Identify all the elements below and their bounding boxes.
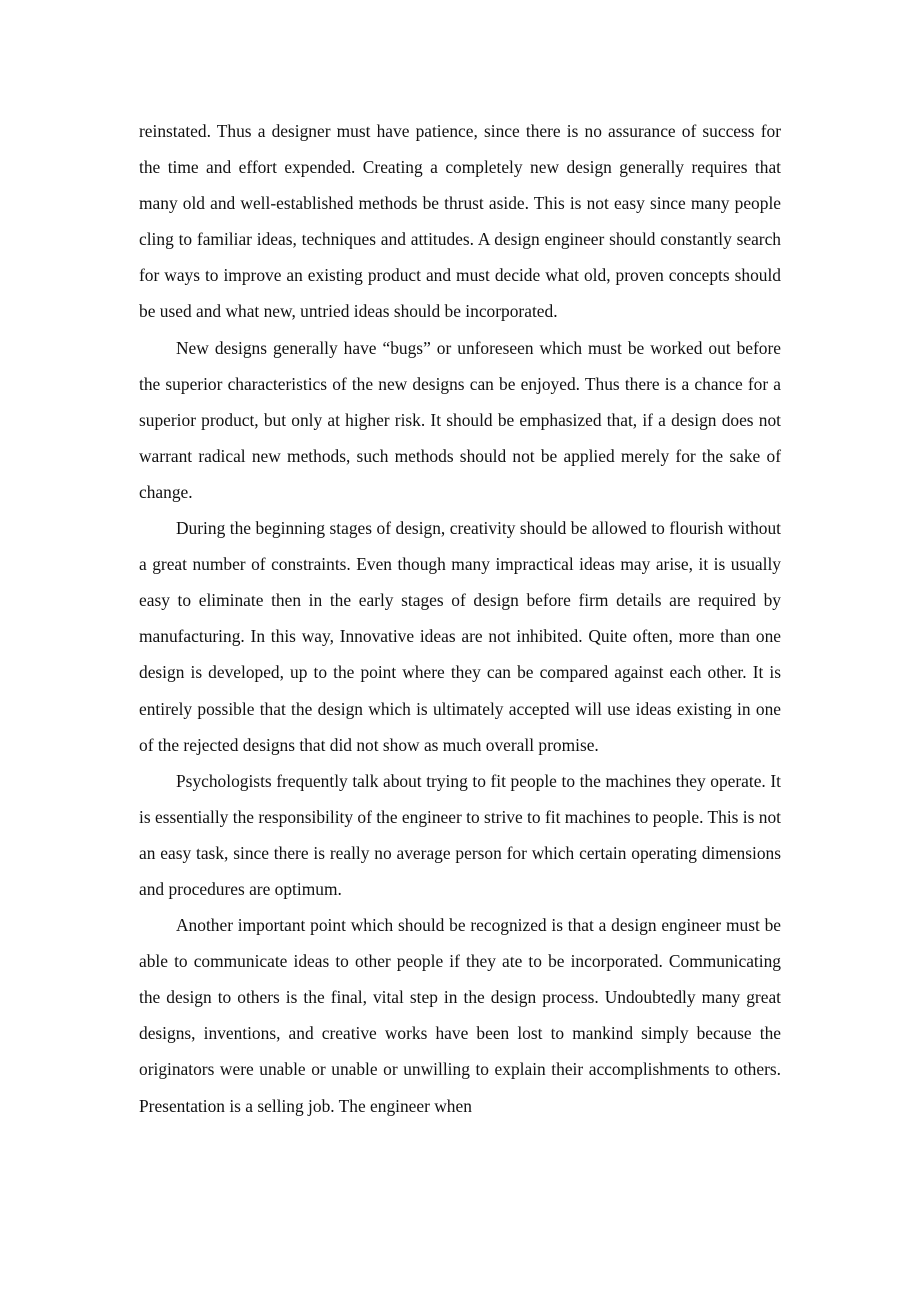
paragraph-2: New designs generally have “bugs” or unforeseen which must be worked out before the superior characteristics of the new designs can be enjoyed. Thus there is a chance for a superior product, but only at higher risk. It should be emphasized that, if a design does not warrant radical new methods, such methods should not be applied merely for the sake of change. — [139, 337, 781, 502]
document-body — [139, 113, 781, 1124]
paragraph-5: Another important point which should be recognized is that a design engineer must be able to communicate ideas to other people if they ate to be incorporated. Communicating the design to others is the final, vital step in the design process. Undoubtedly many great designs, inventions, and creative works have been lost to mankind simply because the originators were unable or unable or unwilling to explain their accomplishments to others. Presentation is a selling job. The engineer when — [139, 915, 781, 1116]
paragraph-1: reinstated. Thus a designer must have patience, since there is no assurance of success for the time and effort expended. Creating a completely new design generally requires that many old and well-established methods be thrust aside. This is not easy since many people cling to familiar ideas, techniques and attitudes. A design engineer should constantly search for ways to improve an existing product and must decide what old, proven concepts should be used and what new, untried ideas should be incorporated. — [139, 121, 781, 322]
paragraph-3: During the beginning stages of design, creativity should be allowed to flourish without a great number of constraints. Even though many impractical ideas may arise, it is usually easy to eliminate then in the early stages of design before firm details are required by manufacturing. In this way, Innovative ideas are not inhibited. Quite often, more than one design is developed, up to the point where they can be compared against each other. It is entirely possible that the design which is ultimately accepted will use ideas existing in one of the rejected designs that did not show as much overall promise. — [139, 518, 781, 755]
paragraph-4: Psychologists frequently talk about trying to fit people to the machines they operate. It is essentially the responsibility of the engineer to strive to fit machines to people. This is not an easy task, since there is really no average person for which certain operating dimensions and procedures are optimum. — [139, 770, 781, 899]
